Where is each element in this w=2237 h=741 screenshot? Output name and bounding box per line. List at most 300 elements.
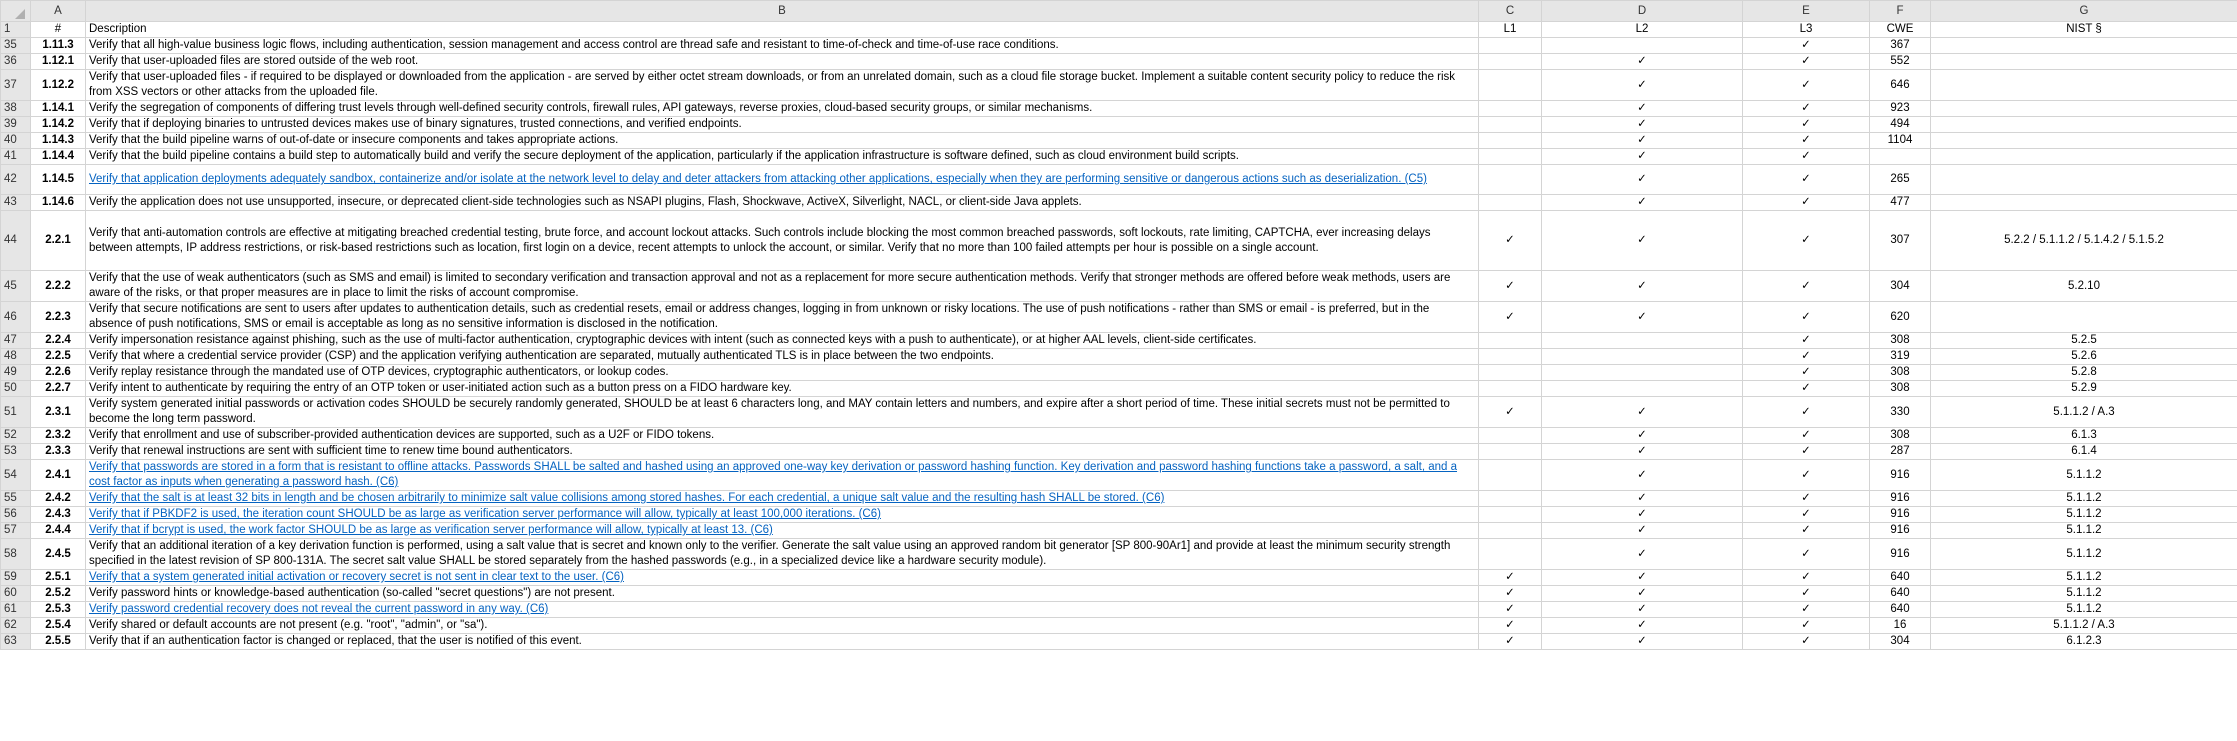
cell-cwe[interactable]: 640	[1870, 570, 1931, 586]
table-row[interactable]	[1, 397, 2237, 428]
cell-nist[interactable]	[1931, 54, 2237, 70]
cell-l2[interactable]: ✓	[1542, 602, 1743, 618]
cell-cwe[interactable]: 287	[1870, 444, 1931, 460]
cell-l1[interactable]	[1479, 365, 1542, 381]
cell-cwe[interactable]: 477	[1870, 195, 1931, 211]
cell-l3[interactable]: ✓	[1743, 365, 1870, 381]
row-header[interactable]: 52	[1, 428, 31, 444]
cell-cwe[interactable]: 640	[1870, 602, 1931, 618]
cell-id[interactable]: 1.12.1	[31, 54, 86, 70]
cell-id[interactable]: 2.4.5	[31, 539, 86, 570]
cell-cwe[interactable]: 304	[1870, 271, 1931, 302]
cell-cwe[interactable]: 16	[1870, 618, 1931, 634]
cell-l2[interactable]: ✓	[1542, 523, 1743, 539]
cell-nist[interactable]: 5.2.10	[1931, 271, 2237, 302]
cell-l3[interactable]: ✓	[1743, 570, 1870, 586]
table-row[interactable]	[1, 491, 2237, 507]
table-row[interactable]	[1, 365, 2237, 381]
row-header[interactable]: 59	[1, 570, 31, 586]
row-header[interactable]: 44	[1, 211, 31, 271]
cell-l1[interactable]	[1479, 38, 1542, 54]
cell-l2[interactable]: ✓	[1542, 101, 1743, 117]
cell-cwe[interactable]: 308	[1870, 333, 1931, 349]
cell-l3[interactable]: ✓	[1743, 133, 1870, 149]
cell-l2[interactable]: ✓	[1542, 165, 1743, 195]
cell-description[interactable]	[86, 397, 1479, 428]
cell-l1[interactable]	[1479, 444, 1542, 460]
cell-description[interactable]	[86, 381, 1479, 397]
cell-l1[interactable]	[1479, 101, 1542, 117]
cell-description[interactable]	[86, 618, 1479, 634]
cell-nist[interactable]: 5.1.1.2	[1931, 523, 2237, 539]
cell-l2[interactable]: ✓	[1542, 618, 1743, 634]
cell-l3[interactable]: ✓	[1743, 397, 1870, 428]
cell-id[interactable]: 2.5.3	[31, 602, 86, 618]
description-link[interactable]: Verify that if bcrypt is used, the work factor SHOULD be as large as verification server performance will allow, typically at least 13. (C6)	[89, 524, 773, 536]
cell-l2[interactable]	[1542, 381, 1743, 397]
table-row[interactable]	[1, 133, 2237, 149]
table-row[interactable]	[1, 165, 2237, 195]
cell-l2[interactable]: ✓	[1542, 117, 1743, 133]
cell-description[interactable]	[86, 101, 1479, 117]
row-header[interactable]: 39	[1, 117, 31, 133]
cell-l1[interactable]	[1479, 507, 1542, 523]
cell-nist[interactable]: 6.1.2.3	[1931, 634, 2237, 650]
cell-nist[interactable]: 5.2.5	[1931, 333, 2237, 349]
table-row[interactable]	[1, 523, 2237, 539]
cell-id[interactable]: 2.3.3	[31, 444, 86, 460]
cell-description[interactable]	[86, 38, 1479, 54]
cell-id[interactable]: 1.14.3	[31, 133, 86, 149]
cell-l3[interactable]: ✓	[1743, 539, 1870, 570]
cell-l3[interactable]: ✓	[1743, 618, 1870, 634]
cell-nist[interactable]: 5.1.1.2	[1931, 491, 2237, 507]
cell-l1[interactable]	[1479, 381, 1542, 397]
cell-cwe[interactable]: 916	[1870, 491, 1931, 507]
description-text: Verify that renewal instructions are sent with sufficient time to renew time bound authenticators.	[89, 445, 573, 457]
row-header[interactable]: 40	[1, 133, 31, 149]
header-cell-description[interactable]: Description	[86, 22, 1479, 38]
row-header[interactable]: 60	[1, 586, 31, 602]
header-cell-l2[interactable]: L2	[1542, 22, 1743, 38]
cell-l2[interactable]: ✓	[1542, 570, 1743, 586]
table-row[interactable]	[1, 381, 2237, 397]
cell-nist[interactable]: 5.1.1.2 / A.3	[1931, 397, 2237, 428]
cell-l2[interactable]: ✓	[1542, 133, 1743, 149]
description-link[interactable]: Verify that application deployments adequately sandbox, containerize and/or isolate at the network level to delay and deter attackers from attacking other applications, especially when they are performing sensitive or dangerous actions such as deserialization. (C5)	[89, 173, 1427, 185]
cell-id[interactable]: 1.14.6	[31, 195, 86, 211]
cell-l2[interactable]: ✓	[1542, 586, 1743, 602]
table-row[interactable]	[1, 271, 2237, 302]
cell-l2[interactable]: ✓	[1542, 211, 1743, 271]
row-header[interactable]: 35	[1, 38, 31, 54]
cell-id[interactable]: 2.2.7	[31, 381, 86, 397]
cell-id[interactable]: 1.12.2	[31, 70, 86, 101]
description-text: Verify replay resistance through the mandated use of OTP devices, cryptographic authenticators, or lookup codes.	[89, 366, 669, 378]
cell-l2[interactable]: ✓	[1542, 149, 1743, 165]
cell-description[interactable]	[86, 349, 1479, 365]
cell-id[interactable]: 2.5.1	[31, 570, 86, 586]
description-link[interactable]: Verify that if PBKDF2 is used, the iteration count SHOULD be as large as verification server performance will allow, typically at least 100,000 iterations. (C6)	[89, 508, 881, 520]
cell-id[interactable]: 1.11.3	[31, 38, 86, 54]
table-row[interactable]	[1, 602, 2237, 618]
cell-nist[interactable]: 6.1.4	[1931, 444, 2237, 460]
cell-description[interactable]	[86, 70, 1479, 101]
cell-l1[interactable]	[1479, 70, 1542, 101]
cell-id[interactable]: 2.2.6	[31, 365, 86, 381]
cell-description[interactable]	[86, 523, 1479, 539]
cell-cwe[interactable]: 646	[1870, 70, 1931, 101]
row-header[interactable]: 36	[1, 54, 31, 70]
cell-l2[interactable]: ✓	[1542, 428, 1743, 444]
cell-description[interactable]	[86, 444, 1479, 460]
header-cell-nist[interactable]: NIST §	[1931, 22, 2237, 38]
cell-nist[interactable]	[1931, 195, 2237, 211]
cell-cwe[interactable]: 265	[1870, 165, 1931, 195]
header-cell-l3[interactable]: L3	[1743, 22, 1870, 38]
cell-nist[interactable]	[1931, 149, 2237, 165]
cell-nist[interactable]	[1931, 70, 2237, 101]
cell-nist[interactable]	[1931, 133, 2237, 149]
column-header-f[interactable]: F	[1870, 1, 1931, 22]
cell-l3[interactable]: ✓	[1743, 381, 1870, 397]
cell-id[interactable]: 2.5.2	[31, 586, 86, 602]
cell-id[interactable]: 2.3.2	[31, 428, 86, 444]
cell-l2[interactable]: ✓	[1542, 302, 1743, 333]
row-header[interactable]: 49	[1, 365, 31, 381]
cell-l1[interactable]: ✓	[1479, 271, 1542, 302]
cell-nist[interactable]	[1931, 38, 2237, 54]
row-header[interactable]: 56	[1, 507, 31, 523]
cell-cwe[interactable]: 916	[1870, 539, 1931, 570]
cell-cwe[interactable]: 640	[1870, 586, 1931, 602]
cell-nist[interactable]: 5.2.6	[1931, 349, 2237, 365]
cell-nist[interactable]: 5.2.9	[1931, 381, 2237, 397]
cell-nist[interactable]: 5.2.8	[1931, 365, 2237, 381]
table-row[interactable]	[1, 444, 2237, 460]
cell-l2[interactable]: ✓	[1542, 507, 1743, 523]
row-header[interactable]: 57	[1, 523, 31, 539]
table-row[interactable]	[1, 428, 2237, 444]
description-text: Verify that the use of weak authenticators (such as SMS and email) is limited to secondary verification and transaction approval and not as a replacement for more secure authentication methods. Verify that stronger methods are offered before weak methods, users are aware of the risks, or that proper measures are in place to limit the risks of account compromise.	[89, 272, 1451, 299]
cell-id[interactable]: 2.2.1	[31, 211, 86, 271]
cell-cwe[interactable]: 308	[1870, 365, 1931, 381]
cell-l3[interactable]: ✓	[1743, 101, 1870, 117]
cell-l3[interactable]: ✓	[1743, 38, 1870, 54]
cell-description[interactable]	[86, 117, 1479, 133]
description-link[interactable]: Verify that a system generated initial activation or recovery secret is not sent in clear text to the user. (C6)	[89, 571, 624, 583]
cell-l1[interactable]: ✓	[1479, 302, 1542, 333]
cell-l2[interactable]: ✓	[1542, 460, 1743, 491]
cell-description[interactable]	[86, 570, 1479, 586]
cell-description[interactable]	[86, 195, 1479, 211]
cell-l3[interactable]: ✓	[1743, 523, 1870, 539]
cell-description[interactable]	[86, 365, 1479, 381]
cell-id[interactable]: 2.2.5	[31, 349, 86, 365]
row-header[interactable]: 53	[1, 444, 31, 460]
cell-l2[interactable]: ✓	[1542, 491, 1743, 507]
table-row[interactable]	[1, 211, 2237, 271]
cell-nist[interactable]: 5.1.1.2	[1931, 570, 2237, 586]
cell-l1[interactable]	[1479, 149, 1542, 165]
cell-nist[interactable]: 5.1.1.2	[1931, 586, 2237, 602]
table-row[interactable]	[1, 101, 2237, 117]
description-link[interactable]: Verify that the salt is at least 32 bits in length and be chosen arbitrarily to minimize salt value collisions among stored hashes. For each credential, a unique salt value and the resulting hash SHALL be stored. (C6)	[89, 492, 1165, 504]
select-all-corner[interactable]	[1, 1, 31, 22]
description-text: Verify shared or default accounts are not present (e.g. "root", "admin", or "sa").	[89, 619, 488, 631]
cell-l3[interactable]: ✓	[1743, 349, 1870, 365]
cell-description[interactable]	[86, 507, 1479, 523]
row-header[interactable]: 1	[1, 22, 31, 38]
cell-cwe[interactable]: 552	[1870, 54, 1931, 70]
cell-description[interactable]	[86, 428, 1479, 444]
cell-cwe[interactable]: 916	[1870, 507, 1931, 523]
cell-l3[interactable]: ✓	[1743, 70, 1870, 101]
cell-cwe[interactable]: 319	[1870, 349, 1931, 365]
column-header-c[interactable]: C	[1479, 1, 1542, 22]
cell-l3[interactable]: ✓	[1743, 149, 1870, 165]
header-cell-cwe[interactable]: CWE	[1870, 22, 1931, 38]
cell-nist[interactable]	[1931, 117, 2237, 133]
cell-l3[interactable]: ✓	[1743, 271, 1870, 302]
column-header-a[interactable]: A	[31, 1, 86, 22]
table-row[interactable]	[1, 54, 2237, 70]
cell-l2[interactable]: ✓	[1542, 195, 1743, 211]
cell-l3[interactable]: ✓	[1743, 507, 1870, 523]
cell-id[interactable]: 1.14.5	[31, 165, 86, 195]
table-row[interactable]	[1, 586, 2237, 602]
row-header[interactable]: 37	[1, 70, 31, 101]
table-row[interactable]	[1, 117, 2237, 133]
cell-l3[interactable]: ✓	[1743, 460, 1870, 491]
cell-id[interactable]: 1.14.1	[31, 101, 86, 117]
cell-cwe[interactable]: 494	[1870, 117, 1931, 133]
cell-l1[interactable]	[1479, 539, 1542, 570]
cell-l1[interactable]	[1479, 133, 1542, 149]
description-text: Verify that if an authentication factor is changed or replaced, that the user is notified of this event.	[89, 635, 582, 647]
cell-l1[interactable]: ✓	[1479, 570, 1542, 586]
cell-l1[interactable]: ✓	[1479, 397, 1542, 428]
row-header[interactable]: 43	[1, 195, 31, 211]
cell-l3[interactable]: ✓	[1743, 54, 1870, 70]
cell-description[interactable]	[86, 586, 1479, 602]
cell-l2[interactable]: ✓	[1542, 54, 1743, 70]
row-header[interactable]: 42	[1, 165, 31, 195]
cell-cwe[interactable]: 916	[1870, 460, 1931, 491]
row-header[interactable]: 58	[1, 539, 31, 570]
cell-cwe[interactable]: 1104	[1870, 133, 1931, 149]
cell-description[interactable]	[86, 333, 1479, 349]
row-header[interactable]: 45	[1, 271, 31, 302]
row-header[interactable]: 41	[1, 149, 31, 165]
header-cell-id[interactable]: #	[31, 22, 86, 38]
cell-description[interactable]	[86, 271, 1479, 302]
row-header[interactable]: 61	[1, 602, 31, 618]
cell-description[interactable]	[86, 302, 1479, 333]
table-row[interactable]	[1, 634, 2237, 650]
cell-cwe[interactable]: 367	[1870, 38, 1931, 54]
cell-l1[interactable]	[1479, 349, 1542, 365]
column-header-e[interactable]: E	[1743, 1, 1870, 22]
row-header[interactable]: 51	[1, 397, 31, 428]
table-row[interactable]	[1, 38, 2237, 54]
cell-id[interactable]: 1.14.2	[31, 117, 86, 133]
column-header-d[interactable]: D	[1542, 1, 1743, 22]
cell-cwe[interactable]: 307	[1870, 211, 1931, 271]
cell-l1[interactable]: ✓	[1479, 211, 1542, 271]
cell-l3[interactable]: ✓	[1743, 602, 1870, 618]
cell-l2[interactable]	[1542, 38, 1743, 54]
cell-l2[interactable]	[1542, 333, 1743, 349]
cell-l1[interactable]	[1479, 165, 1542, 195]
cell-l3[interactable]: ✓	[1743, 491, 1870, 507]
cell-l2[interactable]: ✓	[1542, 539, 1743, 570]
cell-description[interactable]	[86, 211, 1479, 271]
cell-description[interactable]	[86, 491, 1479, 507]
cell-cwe[interactable]: 923	[1870, 101, 1931, 117]
row-header[interactable]: 47	[1, 333, 31, 349]
cell-nist[interactable]	[1931, 165, 2237, 195]
cell-l3[interactable]: ✓	[1743, 428, 1870, 444]
cell-id[interactable]: 2.3.1	[31, 397, 86, 428]
cell-description[interactable]	[86, 54, 1479, 70]
table-row[interactable]	[1, 349, 2237, 365]
description-text: Verify that where a credential service provider (CSP) and the application verifying authentication are separated, mutually authenticated TLS is in place between the two endpoints.	[89, 350, 994, 362]
cell-cwe[interactable]: 916	[1870, 523, 1931, 539]
table-row[interactable]	[1, 195, 2237, 211]
cell-l2[interactable]: ✓	[1542, 444, 1743, 460]
cell-l3[interactable]: ✓	[1743, 117, 1870, 133]
cell-l3[interactable]: ✓	[1743, 195, 1870, 211]
cell-l1[interactable]	[1479, 117, 1542, 133]
cell-id[interactable]: 2.4.1	[31, 460, 86, 491]
row-header[interactable]: 50	[1, 381, 31, 397]
cell-nist[interactable]	[1931, 101, 2237, 117]
cell-cwe[interactable]: 308	[1870, 381, 1931, 397]
cell-id[interactable]: 2.2.4	[31, 333, 86, 349]
row-header[interactable]: 62	[1, 618, 31, 634]
cell-nist[interactable]: 5.2.2 / 5.1.1.2 / 5.1.4.2 / 5.1.5.2	[1931, 211, 2237, 271]
cell-l2[interactable]: ✓	[1542, 271, 1743, 302]
cell-cwe[interactable]: 620	[1870, 302, 1931, 333]
table-row[interactable]	[1, 333, 2237, 349]
cell-cwe[interactable]: 308	[1870, 428, 1931, 444]
cell-l1[interactable]	[1479, 195, 1542, 211]
cell-l2[interactable]	[1542, 349, 1743, 365]
cell-id[interactable]: 2.2.2	[31, 271, 86, 302]
cell-l1[interactable]	[1479, 491, 1542, 507]
cell-cwe[interactable]	[1870, 149, 1931, 165]
table-row[interactable]	[1, 507, 2237, 523]
row-header[interactable]: 63	[1, 634, 31, 650]
table-row[interactable]	[1, 70, 2237, 101]
description-text: Verify the segregation of components of differing trust levels through well-defined security controls, firewall rules, API gateways, reverse proxies, cloud-based security groups, or similar mechanisms.	[89, 102, 1093, 114]
cell-id[interactable]: 1.14.4	[31, 149, 86, 165]
cell-description[interactable]	[86, 634, 1479, 650]
cell-l1[interactable]: ✓	[1479, 586, 1542, 602]
cell-id[interactable]: 2.4.2	[31, 491, 86, 507]
cell-nist[interactable]: 5.1.1.2	[1931, 507, 2237, 523]
header-cell-l1[interactable]: L1	[1479, 22, 1542, 38]
cell-l1[interactable]	[1479, 428, 1542, 444]
cell-l3[interactable]: ✓	[1743, 333, 1870, 349]
cell-l1[interactable]: ✓	[1479, 634, 1542, 650]
description-text: Verify intent to authenticate by requiring the entry of an OTP token or user-initiated action such as a button press on a FIDO hardware key.	[89, 382, 792, 394]
cell-description[interactable]	[86, 460, 1479, 491]
cell-l1[interactable]	[1479, 54, 1542, 70]
table-row[interactable]	[1, 302, 2237, 333]
row-header[interactable]: 55	[1, 491, 31, 507]
cell-l2[interactable]: ✓	[1542, 70, 1743, 101]
select-all-triangle-icon	[15, 9, 25, 19]
cell-nist[interactable]: 5.1.1.2	[1931, 460, 2237, 491]
cell-nist[interactable]: 6.1.3	[1931, 428, 2237, 444]
row-header[interactable]: 38	[1, 101, 31, 117]
cell-l2[interactable]	[1542, 365, 1743, 381]
description-text: Verify that user-uploaded files are stored outside of the web root.	[89, 55, 419, 67]
table-row[interactable]	[1, 149, 2237, 165]
cell-nist[interactable]	[1931, 302, 2237, 333]
description-text: Verify that secure notifications are sent to users after updates to authentication details, such as credential resets, email or address changes, logging in from unknown or risky locations. The use of push notifications - rather than SMS or email - is preferred, but in the absence of push notifications, SMS or email is acceptable as long as no sensitive information is disclosed in the notification.	[89, 303, 1430, 330]
cell-l3[interactable]: ✓	[1743, 211, 1870, 271]
description-link[interactable]: Verify password credential recovery does not reveal the current password in any way. (C6)	[89, 603, 549, 615]
cell-id[interactable]: 2.5.5	[31, 634, 86, 650]
cell-id[interactable]: 2.5.4	[31, 618, 86, 634]
description-text: Verify that user-uploaded files - if required to be displayed or downloaded from the application - are served by either octet stream downloads, or from an unrelated domain, such as a cloud file storage bucket. Implement a suitable content security policy to reduce the risk from XSS vectors or other attacks from the uploaded file.	[89, 71, 1456, 98]
cell-l3[interactable]: ✓	[1743, 634, 1870, 650]
cell-cwe[interactable]: 304	[1870, 634, 1931, 650]
cell-nist[interactable]: 5.1.1.2	[1931, 602, 2237, 618]
cell-description[interactable]	[86, 165, 1479, 195]
cell-l3[interactable]: ✓	[1743, 444, 1870, 460]
cell-nist[interactable]: 5.1.1.2 / A.3	[1931, 618, 2237, 634]
cell-id[interactable]: 2.4.4	[31, 523, 86, 539]
cell-l1[interactable]	[1479, 460, 1542, 491]
cell-description[interactable]	[86, 539, 1479, 570]
cell-description[interactable]	[86, 602, 1479, 618]
cell-description[interactable]	[86, 133, 1479, 149]
cell-l1[interactable]: ✓	[1479, 602, 1542, 618]
description-text: Verify that the build pipeline contains a build step to automatically build and verify the secure deployment of the application, particularly if the application infrastructure is software defined, such as cloud environment build scripts.	[89, 150, 1239, 162]
description-text: Verify that if deploying binaries to untrusted devices makes use of binary signatures, trusted connections, and verified endpoints.	[89, 118, 742, 130]
cell-description[interactable]	[86, 149, 1479, 165]
cell-l1[interactable]: ✓	[1479, 618, 1542, 634]
row-header[interactable]: 54	[1, 460, 31, 491]
cell-l3[interactable]: ✓	[1743, 165, 1870, 195]
cell-cwe[interactable]: 330	[1870, 397, 1931, 428]
column-header-g[interactable]: G	[1931, 1, 2237, 22]
table-row[interactable]	[1, 618, 2237, 634]
column-header-b[interactable]: B	[86, 1, 1479, 22]
description-text: Verify that all high-value business logic flows, including authentication, session management and access control are thread safe and resistant to time-of-check and time-of-use race conditions.	[89, 39, 1059, 51]
cell-id[interactable]: 2.4.3	[31, 507, 86, 523]
cell-l2[interactable]: ✓	[1542, 397, 1743, 428]
description-link[interactable]: Verify that passwords are stored in a form that is resistant to offline attacks. Passwords SHALL be salted and hashed using an approved one-way key derivation or password hashing function. Key derivation and password hashing functions take a password, a salt, and a cost factor as inputs when generating a password hash. (C6)	[89, 461, 1458, 488]
cell-nist[interactable]: 5.1.1.2	[1931, 539, 2237, 570]
cell-l3[interactable]: ✓	[1743, 302, 1870, 333]
row-header[interactable]: 46	[1, 302, 31, 333]
table-row[interactable]	[1, 539, 2237, 570]
cell-l3[interactable]: ✓	[1743, 586, 1870, 602]
cell-l1[interactable]	[1479, 333, 1542, 349]
cell-l2[interactable]: ✓	[1542, 634, 1743, 650]
cell-l1[interactable]	[1479, 523, 1542, 539]
table-row[interactable]	[1, 570, 2237, 586]
description-text: Verify system generated initial passwords or activation codes SHOULD be securely randomly generated, SHOULD be at least 6 characters long, and MAY contain letters and numbers, and expire after a short period of time. These initial secrets must not be permitted to become the long term password.	[89, 398, 1450, 425]
cell-id[interactable]: 2.2.3	[31, 302, 86, 333]
row-header[interactable]: 48	[1, 349, 31, 365]
table-row[interactable]	[1, 460, 2237, 491]
